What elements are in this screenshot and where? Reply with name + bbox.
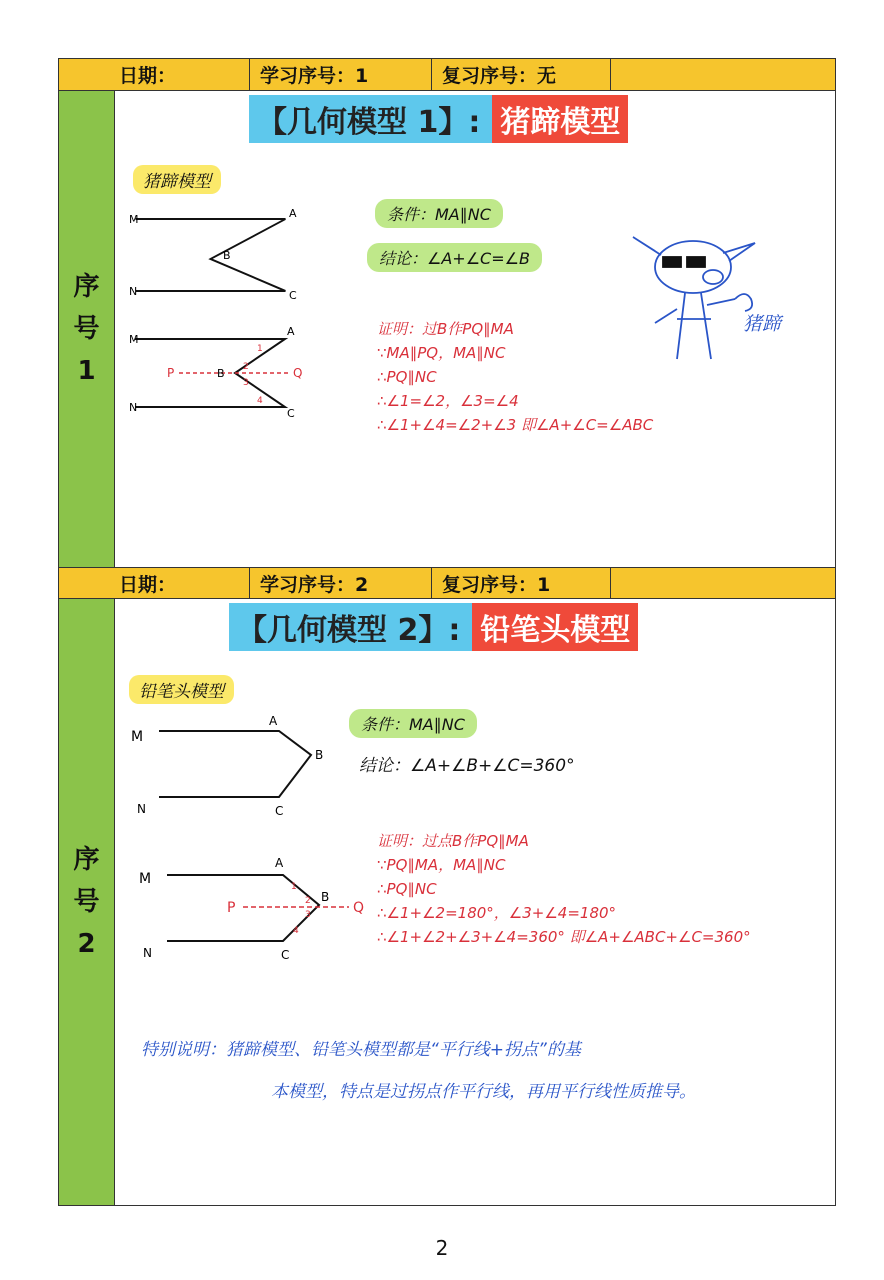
note-line: 本模型，特点是过拐点作平行线，再用平行线性质推导。	[271, 1082, 696, 1102]
section2-condition: 条件：MA∥NC	[349, 709, 477, 738]
label-N: N	[143, 946, 152, 960]
section1-title	[249, 95, 628, 143]
proof-line: ∴PQ∥NC	[377, 880, 437, 898]
label-M: M	[131, 729, 144, 745]
label-N: N	[129, 285, 138, 298]
label-A: A	[289, 207, 297, 220]
section2-title-prefix: 【几何模型 2】:	[229, 603, 472, 651]
review-number: 复习序号：无	[431, 59, 611, 90]
angle-1: 1	[291, 882, 297, 892]
section2-figure-proof	[123, 849, 373, 969]
note-line: 特别说明：猪蹄模型、铅笔头模型都是“平行线+拐点”的基	[141, 1040, 581, 1060]
pencil-lines	[159, 731, 311, 797]
section1-proof	[377, 317, 653, 437]
zigzag-lines	[136, 219, 286, 291]
proof-line: ∴∠1+∠2+∠3+∠4=360° 即∠A+∠ABC+∠C=360°	[377, 928, 751, 946]
proof-line: ∵MA∥PQ，MA∥NC	[377, 344, 506, 362]
section1-header	[59, 59, 835, 91]
section1-figure-basic	[119, 199, 309, 309]
angle-1: 1	[257, 344, 263, 354]
date-label: 日期：	[119, 65, 177, 87]
section1-title-name: 猪蹄模型	[492, 95, 628, 143]
label-C: C	[287, 407, 295, 420]
label-B: B	[217, 367, 225, 380]
label-A: A	[269, 714, 278, 728]
angle-2: 2	[305, 896, 311, 906]
section1-side-label: 序号1	[73, 272, 100, 386]
section1-handwritten-title: 猪蹄模型	[133, 165, 221, 194]
section2-header	[59, 567, 835, 599]
section2-side-label-box	[59, 599, 115, 1205]
review-number: 复习序号：1	[431, 568, 611, 598]
pig-mascot-illustration	[615, 219, 775, 369]
label-Q: Q	[293, 366, 303, 380]
section1-title-prefix: 【几何模型 1】:	[249, 95, 492, 143]
label-C: C	[275, 804, 284, 817]
label-B: B	[321, 890, 330, 904]
label-A: A	[287, 325, 295, 338]
proof-line: ∴∠1=∠2，∠3=∠4	[377, 392, 519, 410]
section1-condition: 条件：MA∥NC	[375, 199, 503, 228]
section2-conclusion: 结论：∠A+∠B+∠C=360°	[359, 756, 575, 776]
proof-line: ∴PQ∥NC	[377, 368, 437, 386]
proof-line: ∴∠1+∠2=180°，∠3+∠4=180°	[377, 904, 617, 922]
proof-line: ∵PQ∥MA，MA∥NC	[377, 856, 506, 874]
section2-figure-basic	[123, 707, 333, 817]
angle-2: 2	[243, 362, 249, 372]
date-label: 日期：	[119, 573, 177, 596]
label-M: M	[129, 333, 139, 346]
label-C: C	[281, 948, 290, 962]
angle-3: 3	[305, 910, 311, 920]
page-number: 2	[435, 1236, 449, 1260]
label-Q: Q	[353, 900, 365, 916]
angle-4: 4	[257, 396, 263, 406]
section1-side-label-box	[59, 91, 115, 567]
label-P: P	[227, 900, 236, 916]
worksheet	[58, 58, 836, 1206]
proof-line: 证明：过点B作PQ∥MA	[377, 832, 529, 850]
section2-handwritten-title: 铅笔头模型	[129, 675, 234, 704]
special-note	[141, 1029, 696, 1113]
section1-figure-proof	[119, 321, 319, 431]
label-N: N	[137, 802, 146, 816]
section2-title	[229, 603, 638, 651]
label-P: P	[167, 366, 175, 380]
label-N: N	[129, 401, 138, 414]
proof-line: 证明：过B作PQ∥MA	[377, 320, 514, 338]
study-number: 学习序号：2	[249, 568, 431, 598]
label-M: M	[129, 213, 139, 226]
section2-title-name: 铅笔头模型	[472, 603, 638, 651]
section2-side-label: 序号2	[73, 845, 100, 959]
label-A: A	[275, 856, 284, 870]
mascot-label: 猪蹄	[743, 313, 782, 335]
label-B: B	[315, 748, 324, 762]
label-C: C	[289, 289, 297, 302]
section1-conclusion: 结论：∠A+∠C=∠B	[367, 243, 542, 272]
proof-line: ∴∠1+∠4=∠2+∠3 即∠A+∠C=∠ABC	[377, 416, 654, 434]
angle-4: 4	[293, 926, 299, 936]
section2-proof	[377, 829, 751, 949]
label-B: B	[223, 249, 231, 262]
study-number: 学习序号：1	[249, 59, 431, 90]
angle-3: 3	[243, 378, 249, 388]
label-M: M	[139, 871, 152, 887]
